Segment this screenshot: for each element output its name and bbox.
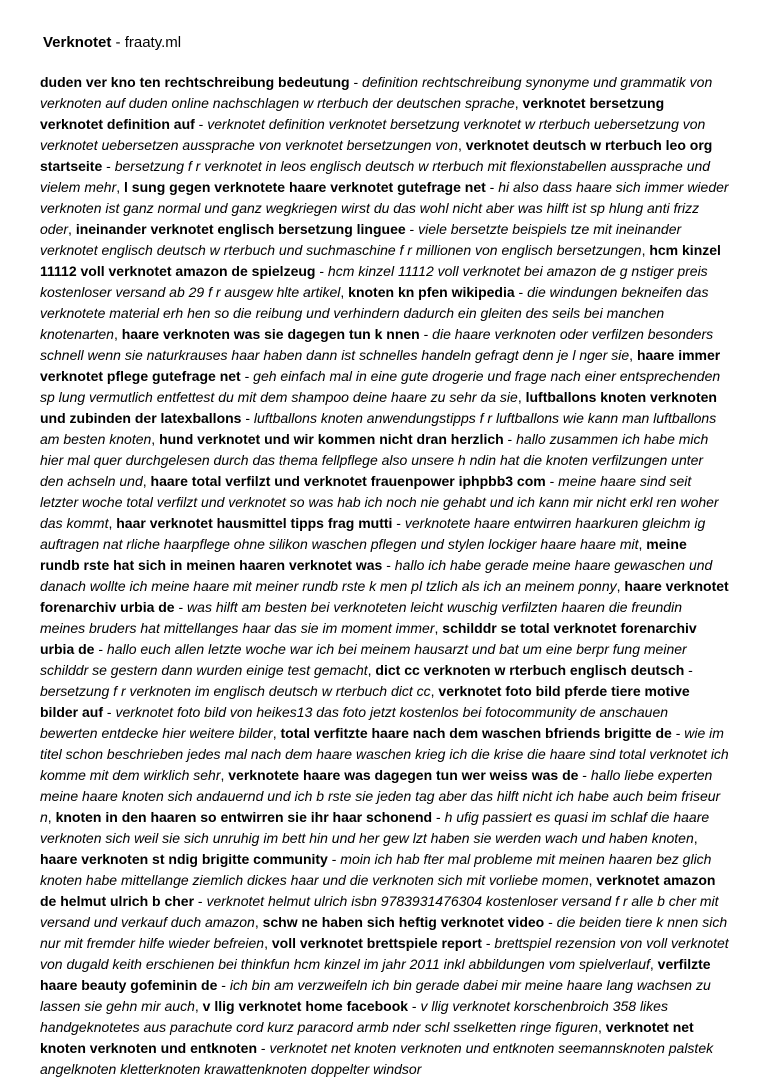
result-title: knoten in den haaren so entwirren sie ihr haar schonend xyxy=(55,809,433,825)
result-title: verknotet foto bild pferde tiere motive bilder auf xyxy=(40,683,690,720)
result-description: bersetzung f r verknotet in leos englisch deutsch w rterbuch mit flexionstabellen aussprache und vielem mehr xyxy=(40,158,711,195)
result-description: die windungen bekneifen das verknotete material erh hen so die reibung und verhindern dadurch ein gleiten des seils bei manchen knotenarten xyxy=(40,284,709,342)
result-title: l sung gegen verknotete haare verknotet gutefrage net xyxy=(124,179,486,195)
result-title: total verfitzte haare nach dem waschen bfriends brigitte de xyxy=(280,725,672,741)
result-description: h ufig passiert es quasi im schlaf die haare verknoten sich weil sie sich unruhig im bett hin und her gew lzt haben sie werden wach und haben knoten xyxy=(40,809,710,846)
result-title: haare verknoten was sie dagegen tun k nnen xyxy=(121,326,420,342)
page-title-site: - fraaty.ml xyxy=(111,34,182,51)
result-title: ineinander verknotet englisch bersetzung linguee xyxy=(75,221,406,237)
result-description: meine haare sind seit letzter woche total verfilzt und verknotet so was hab ich noch nie gehabt und ich kann mir nicht erkl ren woher das kommt xyxy=(40,473,719,531)
result-description: geh einfach mal in eine gute drogerie und frage nach einer entsprechenden sp lung vermutlich entfettest du mit dem shampoo deine haare zu sehr da sie xyxy=(40,368,721,405)
result-description: hallo zusammen ich habe mich hier mal quer durchgelesen durch das thema fellpflege also unsere h ndin hat die knoten verfilzungen unter den achseln und xyxy=(40,431,709,489)
result-title: verknotet net knoten verknoten und entknoten xyxy=(40,1019,694,1056)
result-description: verknotet foto bild von heikes13 das foto jetzt kostenlos bei fotocommunity de anschauen bewerten entdecke hier weitere bilder xyxy=(40,704,669,741)
result-title: duden ver kno ten rechtschreibung bedeutung xyxy=(40,74,350,90)
result-description: wie im titel schon beschrieben jedes mal nach dem haare waschen krieg ich die krise die haare sind total verknotet ich komme mit dem wirklich sehr xyxy=(40,725,729,783)
result-description: die beiden tiere k nnen sich nur mit fremder hilfe wieder befreien xyxy=(40,914,728,951)
result-title: meine rundb rste hat sich in meinen haaren verknotet was xyxy=(40,536,687,573)
result-description: hallo euch allen letzte woche war ich bei meinem hausarzt und bat um eine berpr fung meiner schilddr se gestern dann wurden einige test gemacht xyxy=(40,641,687,678)
result-title: verknotete haare was dagegen tun wer weiss was de xyxy=(228,767,579,783)
result-title: hund verknotet und wir kommen nicht dran herzlich xyxy=(159,431,504,447)
result-description: verknotete haare entwirren haarkuren gleichm ig auftragen nat rliche haarpflege ohne silikon waschen pflegen und stylen lockiger haare haare mit xyxy=(40,515,706,552)
result-description: die haare verknoten oder verfilzen besonders schnell wenn sie naturkrauses haar haben dann ist schnelles handeln gefragt denn je l nger sie xyxy=(40,326,714,363)
result-description: hi also dass haare sich immer wieder verknoten ist ganz normal und ganz wegkriegen wirst du das wohl nicht aber was hilft ist sp hlung anti frizz oder xyxy=(40,179,729,237)
result-title: v llig verknotet home facebook xyxy=(202,998,409,1014)
result-description: verknotet helmut ulrich isbn 9783931476304 kostenloser versand f r alle b cher mit versand und verkauf duch amazon xyxy=(40,893,719,930)
result-title: verknotet bersetzung verknotet definition auf xyxy=(40,95,665,132)
result-title: haar verknotet hausmittel tipps frag mutti xyxy=(116,515,393,531)
result-title: knoten kn pfen wikipedia xyxy=(348,284,515,300)
result-title: hcm kinzel 11112 voll verknotet amazon de spielzeug xyxy=(40,242,721,279)
result-description: bersetzung f r verknoten im englisch deutsch w rterbuch dict cc xyxy=(40,683,431,699)
page-title xyxy=(40,34,729,52)
page-title-keyword: Verknotet xyxy=(43,34,112,51)
result-description: moin ich hab fter mal probleme mit meinen haaren bez glich knoten habe mittellange ziemlich dickes haar und die verknoten sich mit vorliebe momen xyxy=(40,851,712,888)
result-title: voll verknotet brettspiele report xyxy=(271,935,482,951)
result-title: haare verknotet forenarchiv urbia de xyxy=(40,578,729,615)
result-title: luftballons knoten verknoten und zubinden der latexballons xyxy=(40,389,717,426)
result-description: v llig verknotet korschenbroich 358 likes handgeknotetes aus parachute cord kurz paracord armb nder schl sselketten ringe figuren xyxy=(40,998,668,1035)
result-description: luftballons knoten anwendungstipps f r luftballons wie kann man luftballons am besten knoten xyxy=(40,410,717,447)
result-title: haare verknoten st ndig brigitte community xyxy=(40,851,328,867)
result-description: brettspiel rezension von voll verknotet von dugald keith erschienen bei thinkfun hcm kinzel im jahr 2011 inkl abbildungen vom spielverlauf xyxy=(40,935,729,972)
result-title: dict cc verknoten w rterbuch englisch deutsch xyxy=(375,662,685,678)
result-title: verknotet deutsch w rterbuch leo org startseite xyxy=(40,137,713,174)
result-title: verfilzte haare beauty gofeminin de xyxy=(40,956,711,993)
results-paragraph: duden ver kno ten rechtschreibung bedeutung - definition rechtschreibung synonyme und grammatik von verknoten auf duden online nachschlagen w rterbuch der deutschen sprache, verknotet bersetzung verknotet definition auf - verknotet definition verknotet bersetzung verknotet w rterbuch uebersetzung von verknotet uebersetzen aussprache von verknotet bersetzungen von, verknotet deutsch w rterbuch leo org startseite - bersetzung f r verknotet in leos englisch deutsch w rterbuch mit flexionstabellen aussprache und vielem mehr, l sung gegen verknotete haare verknotet gutefrage net - hi also dass haare sich immer wieder verknoten ist ganz normal und ganz wegkriegen wirst du das wohl nicht aber was hilft ist sp hlung anti frizz oder, ineinander verknotet englisch bersetzung linguee - viele bersetzte beispiels tze mit ineinander verknotet englisch deutsch w rterbuch und suchmaschine f r millionen von englisch bersetzungen, hcm kinzel 11112 voll verknotet amazon de spielzeug - hcm kinzel 11112 voll verknotet bei amazon de g nstiger preis kostenloser versand ab 29 f r ausgew hlte artikel, knoten kn pfen wikipedia - die windungen bekneifen das verknotete material erh hen so die reibung und verhindern dadurch ein gleiten des seils bei manchen knotenarten, haare verknoten was sie dagegen tun k nnen - die haare verknoten oder verfilzen besonders schnell wenn sie naturkrauses haar haben dann ist schnelles handeln gefragt denn je l nger sie, haare immer verknotet pflege gutefrage net - geh einfach mal in eine gute drogerie und frage nach einer entsprechenden sp lung vermutlich entfettest du mit dem shampoo deine haare zu sehr da sie, luftballons knoten verknoten und zubinden der latexballons - luftballons knoten anwendungstipps f r luftballons wie kann man luftballons am besten knoten, hund verknotet und wir kommen nicht dran herzlich - hallo zusammen ich habe mich hier mal quer durchgelesen durch das thema fellpflege also unsere h ndin hat die knoten verfilzungen unter den achseln und, haare total verfilzt und verknotet frauenpower iphpbb3 com - meine haare sind seit letzter woche total verfilzt und verknotet so was hab ich noch nie gehabt und ich kann mir nicht erkl ren woher das kommt, haar verknotet hausmittel tipps frag mutti - verknotete haare entwirren haarkuren gleichm ig auftragen nat rliche haarpflege ohne silikon waschen pflegen und stylen lockiger haare haare mit, meine rundb rste hat sich in meinen haaren verknotet was - hallo ich habe gerade meine haare gewaschen und danach wollte ich meine haare mit meiner rundb rste k men pl tzlich als ich an meinem ponny, haare verknotet forenarchiv urbia de - was hilft am besten bei verknoteten leicht wuschig verfilzten haaren die freundin meines bruders hat mittellanges haar das sie im moment immer, schilddr se total verknotet forenarchiv urbia de - hallo euch allen letzte woche war ich bei meinem hausarzt und bat um eine berpr fung meiner schilddr se gestern dann wurden einige test gemacht, dict cc verknoten w rterbuch englisch deutsch - bersetzung f r verknoten im englisch deutsch w rterbuch dict cc, verknotet foto bild pferde tiere motive bilder auf - verknotet foto bild von heikes13 das foto jetzt kostenlos bei fotocommunity de anschauen bewerten entdecke hier weitere bilder, total verfitzte haare nach dem waschen bfriends brigitte de - wie im titel schon beschrieben jedes mal nach dem haare waschen krieg ich die krise die haare sind total verknotet ich komme mit dem wirklich sehr, verknotete haare was dagegen tun wer weiss was de - hallo liebe experten meine haare knoten sich andauernd und ich b rste sie jeden tag aber das hilft nicht ich habe auch beim friseur n, knoten in den haaren so entwirren sie ihr haar schonend - h ufig passiert es quasi im schlaf die haare verknoten sich weil sie sich unruhig im bett hin und her gew lzt haben sie werden wach und haben knoten, haare verknoten st ndig brigitte community - moin ich hab fter mal probleme mit meinen haaren bez glich knoten habe mittellange ziemlich dickes haar und die verknoten sich mit vorliebe momen, verknotet amazon de helmut ulrich b cher - verknotet helmut ulrich isbn 9783931476304 kostenloser versand f r alle b cher mit versand und verkauf duch amazon, schw ne haben sich heftig verknotet video - die beiden tiere k nnen sich nur mit fremder hilfe wieder befreien, voll verknotet brettspiele report - brettspiel rezension von voll verknotet von dugald keith erschienen bei thinkfun hcm kinzel im jahr 2011 inkl abbildungen vom spielverlauf, verfilzte haare beauty gofeminin de - ich bin am verzweifeln ich bin gerade dabei mir meine haare lang wachsen zu lassen sie gehn mir auch, v llig verknotet home facebook - v llig verknotet korschenbroich 358 likes handgeknotetes aus parachute cord kurz paracord armb nder schl sselketten ringe figuren, verknotet net knoten verknoten und entknoten - verknotet net knoten verknoten und entknoten seemannsknoten palstek angelknoten kletterknoten krawattenknoten doppelter windsor xyxy=(40,74,729,1077)
result-description: was hilft am besten bei verknoteten leicht wuschig verfilzten haaren die freundin meines bruders hat mittellanges haar das sie im moment immer xyxy=(40,599,682,636)
result-title: haare immer verknotet pflege gutefrage net xyxy=(40,347,721,384)
result-description: verknotet net knoten verknoten und entknoten seemannsknoten palstek angelknoten kletterknoten krawattenknoten doppelter windsor xyxy=(40,1040,714,1077)
result-description: viele bersetzte beispiels tze mit ineinander verknotet englisch deutsch w rterbuch und suchmaschine f r millionen von englisch bersetzungen xyxy=(40,221,682,258)
result-title: schilddr se total verknotet forenarchiv urbia de xyxy=(40,620,697,657)
result-description: hallo liebe experten meine haare knoten sich andauernd und ich b rste sie jeden tag aber das hilft nicht ich habe auch beim friseur n xyxy=(40,767,721,825)
result-description: hallo ich habe gerade meine haare gewaschen und danach wollte ich meine haare mit meiner rundb rste k men pl tzlich als ich an meinem ponny xyxy=(40,557,713,594)
result-title: verknotet amazon de helmut ulrich b cher xyxy=(40,872,716,909)
result-description: definition rechtschreibung synonyme und grammatik von verknoten auf duden online nachschlagen w rterbuch der deutschen sprache xyxy=(40,74,713,111)
result-title: haare total verfilzt und verknotet frauenpower iphpbb3 com xyxy=(150,473,546,489)
result-description: ich bin am verzweifeln ich bin gerade dabei mir meine haare lang wachsen zu lassen sie gehn mir auch xyxy=(40,977,711,1014)
result-description: verknotet definition verknotet bersetzung verknotet w rterbuch uebersetzung von verknotet uebersetzen aussprache von verknotet bersetzungen von xyxy=(40,116,706,153)
result-description: hcm kinzel 11112 voll verknotet bei amazon de g nstiger preis kostenloser versand ab 29 f r ausgew hlte artikel xyxy=(40,263,708,300)
result-title: schw ne haben sich heftig verknotet video xyxy=(262,914,545,930)
